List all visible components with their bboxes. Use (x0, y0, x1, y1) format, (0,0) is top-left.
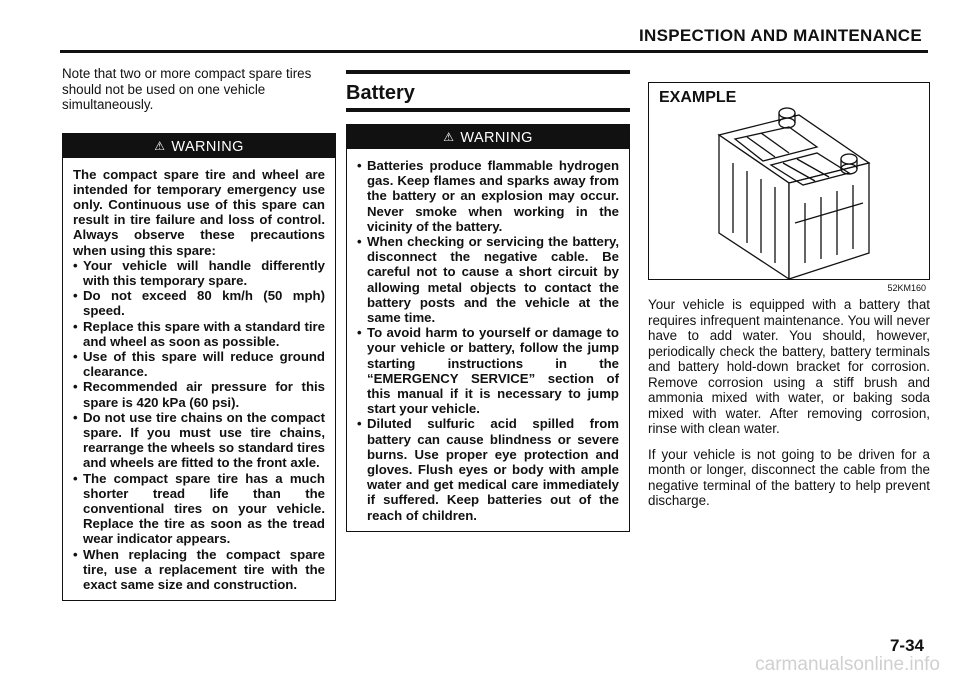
list-item: • Do not use tire chains on the compact spare. If you must use tire chains, rearrange the wheels so standard tires and wheels are fitted to the front axle. (73, 410, 325, 471)
left-column (62, 66, 336, 601)
list-item: • When replacing the compact spare tire, use a replacement tire with the exact same size and construction. (73, 547, 325, 593)
battery-illustration (649, 83, 929, 279)
list-item: • Recommended air pressure for this spare is 420 kPa (60 psi). (73, 379, 325, 409)
page-header-title: INSPECTION AND MAINTENANCE (639, 26, 922, 45)
list-item: • Replace this spare with a standard tire and wheel as soon as possible. (73, 319, 325, 349)
figure-code: 52KM160 (887, 283, 926, 293)
warning-body (63, 158, 335, 601)
battery-paragraph-2: If your vehicle is not going to be driven for a month or longer, disconnect the cable from the negative terminal of the battery to help prevent discharge. (648, 446, 930, 508)
section-title: Battery (346, 82, 415, 104)
warning-body (347, 149, 629, 531)
warning-triangle-icon: ⚠ (154, 138, 166, 153)
warning-header (347, 125, 629, 149)
middle-column (346, 124, 630, 532)
warning-list (73, 258, 325, 592)
warning-triangle-icon: ⚠ (443, 130, 455, 144)
heading-bottom-rule (346, 108, 630, 112)
page-number: 7-34 (889, 636, 924, 655)
list-item: • To avoid harm to yourself or damage to your vehicle or battery, follow the jump starting instructions in the “EMERGENCY SERVICE” section of this manual if it is necessary to jump start your vehicle. (357, 325, 619, 416)
warning-label: WARNING (460, 130, 533, 146)
list-item: • Batteries produce flammable hydrogen gas. Keep flames and sparks away from the battery or an explosion may occur. Never smoke when working in the vicinity of the battery. (357, 158, 619, 234)
battery-warning-box (346, 124, 630, 532)
header-rule (60, 50, 928, 53)
list-item: • Do not exceed 80 km/h (50 mph) speed. (73, 288, 325, 318)
warning-intro: The compact spare tire and wheel are intended for temporary emergency use only. Continuous use of this spare can result in tire failure and loss of control. Always observe these precautions when using this spare: (73, 166, 325, 258)
list-item: • When checking or servicing the battery, disconnect the negative cable. Be careful not to cause a short circuit by allowing metal objects to contact the battery posts and the vehicle at the same time. (357, 234, 619, 325)
watermark: carmanualsonline.info (755, 654, 940, 675)
list-item: • Diluted sulfuric acid spilled from battery can cause blindness or severe burns. Use proper eye protection and gloves. Flush eyes or body with ample water and get medical care immediately if suffered. Keep batteries out of the reach of children. (357, 416, 619, 522)
spare-tire-note: Note that two or more compact spare tires should not be used on one vehicle simultaneously. (62, 66, 312, 112)
spare-tire-warning-box (62, 133, 336, 602)
battery-section-heading (346, 70, 630, 112)
list-item: • Use of this spare will reduce ground clearance. (73, 349, 325, 379)
right-column (648, 82, 930, 509)
warning-list (357, 158, 619, 523)
list-item: • Your vehicle will handle differently with this temporary spare. (73, 258, 325, 288)
figure-label: EXAMPLE (659, 89, 737, 106)
battery-figure (648, 82, 930, 280)
warning-header (63, 134, 335, 158)
battery-paragraph-1: Your vehicle is equipped with a battery that requires infrequent maintenance. You will never have to add water. You should, however, periodically check the battery, battery terminals and battery hold-down bracket for corrosion. Remove corrosion using a stiff brush and ammonia mixed with water, or baking soda mixed with water. After removing corrosion, rinse with clean water. (648, 297, 930, 436)
warning-label: WARNING (171, 138, 244, 155)
list-item: • The compact spare tire has a much shorter tread life than the conventional tires on your vehicle. Replace the tire as soon as the tread wear indicator appears. (73, 471, 325, 547)
